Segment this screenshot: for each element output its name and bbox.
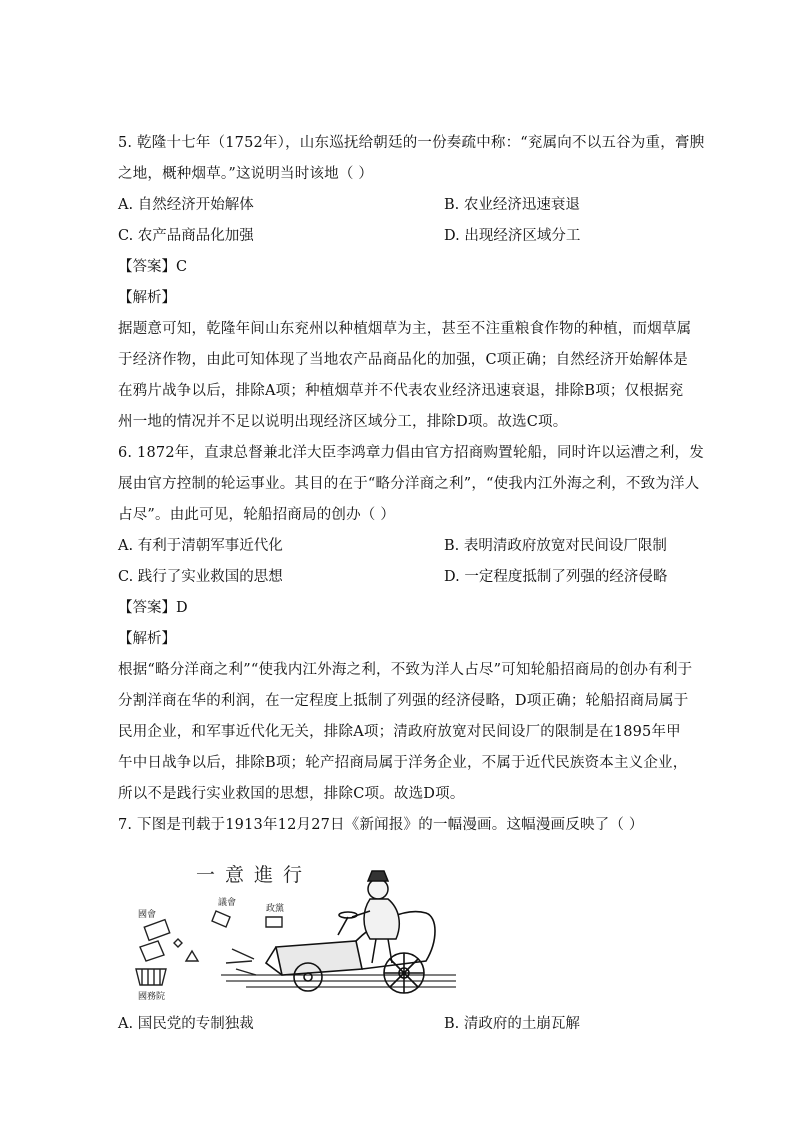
option-d: D. 一定程度抵制了列强的经济侵略: [444, 569, 668, 585]
debris-label-3: 國務院: [138, 992, 166, 1001]
question-5-answer: 【答案】C: [118, 259, 188, 275]
exam-page: [118, 128, 705, 1040]
question-5-analysis-line-4: 州一地的情况并不足以说明出现经济区域分工，排除D项。故选C项。: [118, 414, 568, 430]
question-5-options-row-1: [118, 190, 674, 221]
question-5-analysis-tag: 【解析】: [118, 290, 176, 306]
option-a: A. 有利于清朝军事近代化: [118, 538, 283, 554]
question-6-analysis-line-1: 根据“略分洋商之利”“使我内江外海之利，不致为洋人占尽”可知轮船招商局的创办有利于: [118, 662, 693, 678]
question-5-options-row-2: [118, 221, 674, 252]
debris-label-2: 議會: [218, 898, 237, 908]
question-6-answer: 【答案】D: [118, 600, 188, 616]
option-a: A. 自然经济开始解体: [118, 197, 254, 213]
option-a: A. 国民党的专制独裁: [118, 1016, 254, 1032]
question-6-analysis-line-4: 午中日战争以后，排除B项；轮产招商局属于洋务企业，不属于近代民族资本主义企业，: [118, 755, 688, 771]
cartoon-figure: [126, 851, 466, 1001]
option-c: C. 践行了实业救国的思想: [118, 569, 283, 585]
question-6: [118, 438, 704, 810]
question-5-stem-line-1: 5. 乾隆十七年（1752年），山东巡抚给朝廷的一份奏疏中称：“兖属向不以五谷为重，膏腴: [118, 135, 705, 151]
question-5-analysis-line-2: 于经济作物，由此可知体现了当地农产品商品化的加强，C项正确；自然经济开始解体是: [118, 352, 688, 368]
question-6-analysis-tag: 【解析】: [118, 631, 176, 647]
option-b: B. 清政府的土崩瓦解: [444, 1016, 580, 1032]
option-d: D. 出现经济区域分工: [444, 228, 581, 244]
option-b: B. 表明清政府放宽对民间设厂限制: [444, 538, 667, 554]
question-6-stem-line-1: 6. 1872年，直隶总督兼北洋大臣李鸿章力倡由官方招商购置轮船，同时许以运漕之利，发: [118, 445, 704, 461]
debris-label-4: 政黨: [266, 904, 285, 914]
question-6-stem-line-3: 占尽”。由此可见，轮船招商局的创办（ ）: [118, 507, 396, 523]
option-b: B. 农业经济迅速衰退: [444, 197, 580, 213]
question-7: [118, 810, 674, 1040]
debris: [136, 911, 282, 985]
question-6-analysis-line-5: 所以不是践行实业救国的思想，排除C项。故选D项。: [118, 786, 465, 802]
cartoon-illustration: [126, 851, 466, 1001]
question-6-analysis-line-2: 分割洋商在华的利润，在一定程度上抵制了列强的经济侵略，D项正确；轮船招商局属于: [118, 693, 689, 709]
debris-label-1: 國會: [138, 910, 157, 920]
question-5-analysis-line-1: 据题意可知，乾隆年间山东兖州以种植烟草为主，甚至不注重粮食作物的种植，而烟草属: [118, 321, 692, 337]
question-6-stem-line-2: 展由官方控制的轮运事业。其目的在于“略分洋商之利”，“使我内江外海之利，不致为洋人: [118, 476, 700, 492]
driver-figure: [352, 871, 399, 963]
question-6-analysis-line-3: 民用企业，和军事近代化无关，排除A项；清政府放宽对民间设厂的限制是在1895年甲: [118, 724, 681, 740]
question-5-analysis-line-3: 在鸦片战争以后，排除A项；种植烟草并不代表农业经济迅速衰退，排除B项；仅根据兖: [118, 383, 684, 399]
question-5: [118, 128, 705, 438]
question-6-options-row-2: [118, 562, 674, 593]
question-5-stem-line-2: 之地，概种烟草。”这说明当时该地（ ）: [118, 166, 374, 182]
question-7-stem: 7. 下图是刊载于1913年12月27日《新闻报》的一幅漫画。这幅漫画反映了（ ）: [118, 817, 644, 833]
question-6-options-row-1: [118, 531, 674, 562]
question-7-options-row-1: [118, 1009, 674, 1040]
option-c: C. 农产品商品化加强: [118, 228, 254, 244]
cartoon-caption: 一意進行: [196, 864, 313, 886]
